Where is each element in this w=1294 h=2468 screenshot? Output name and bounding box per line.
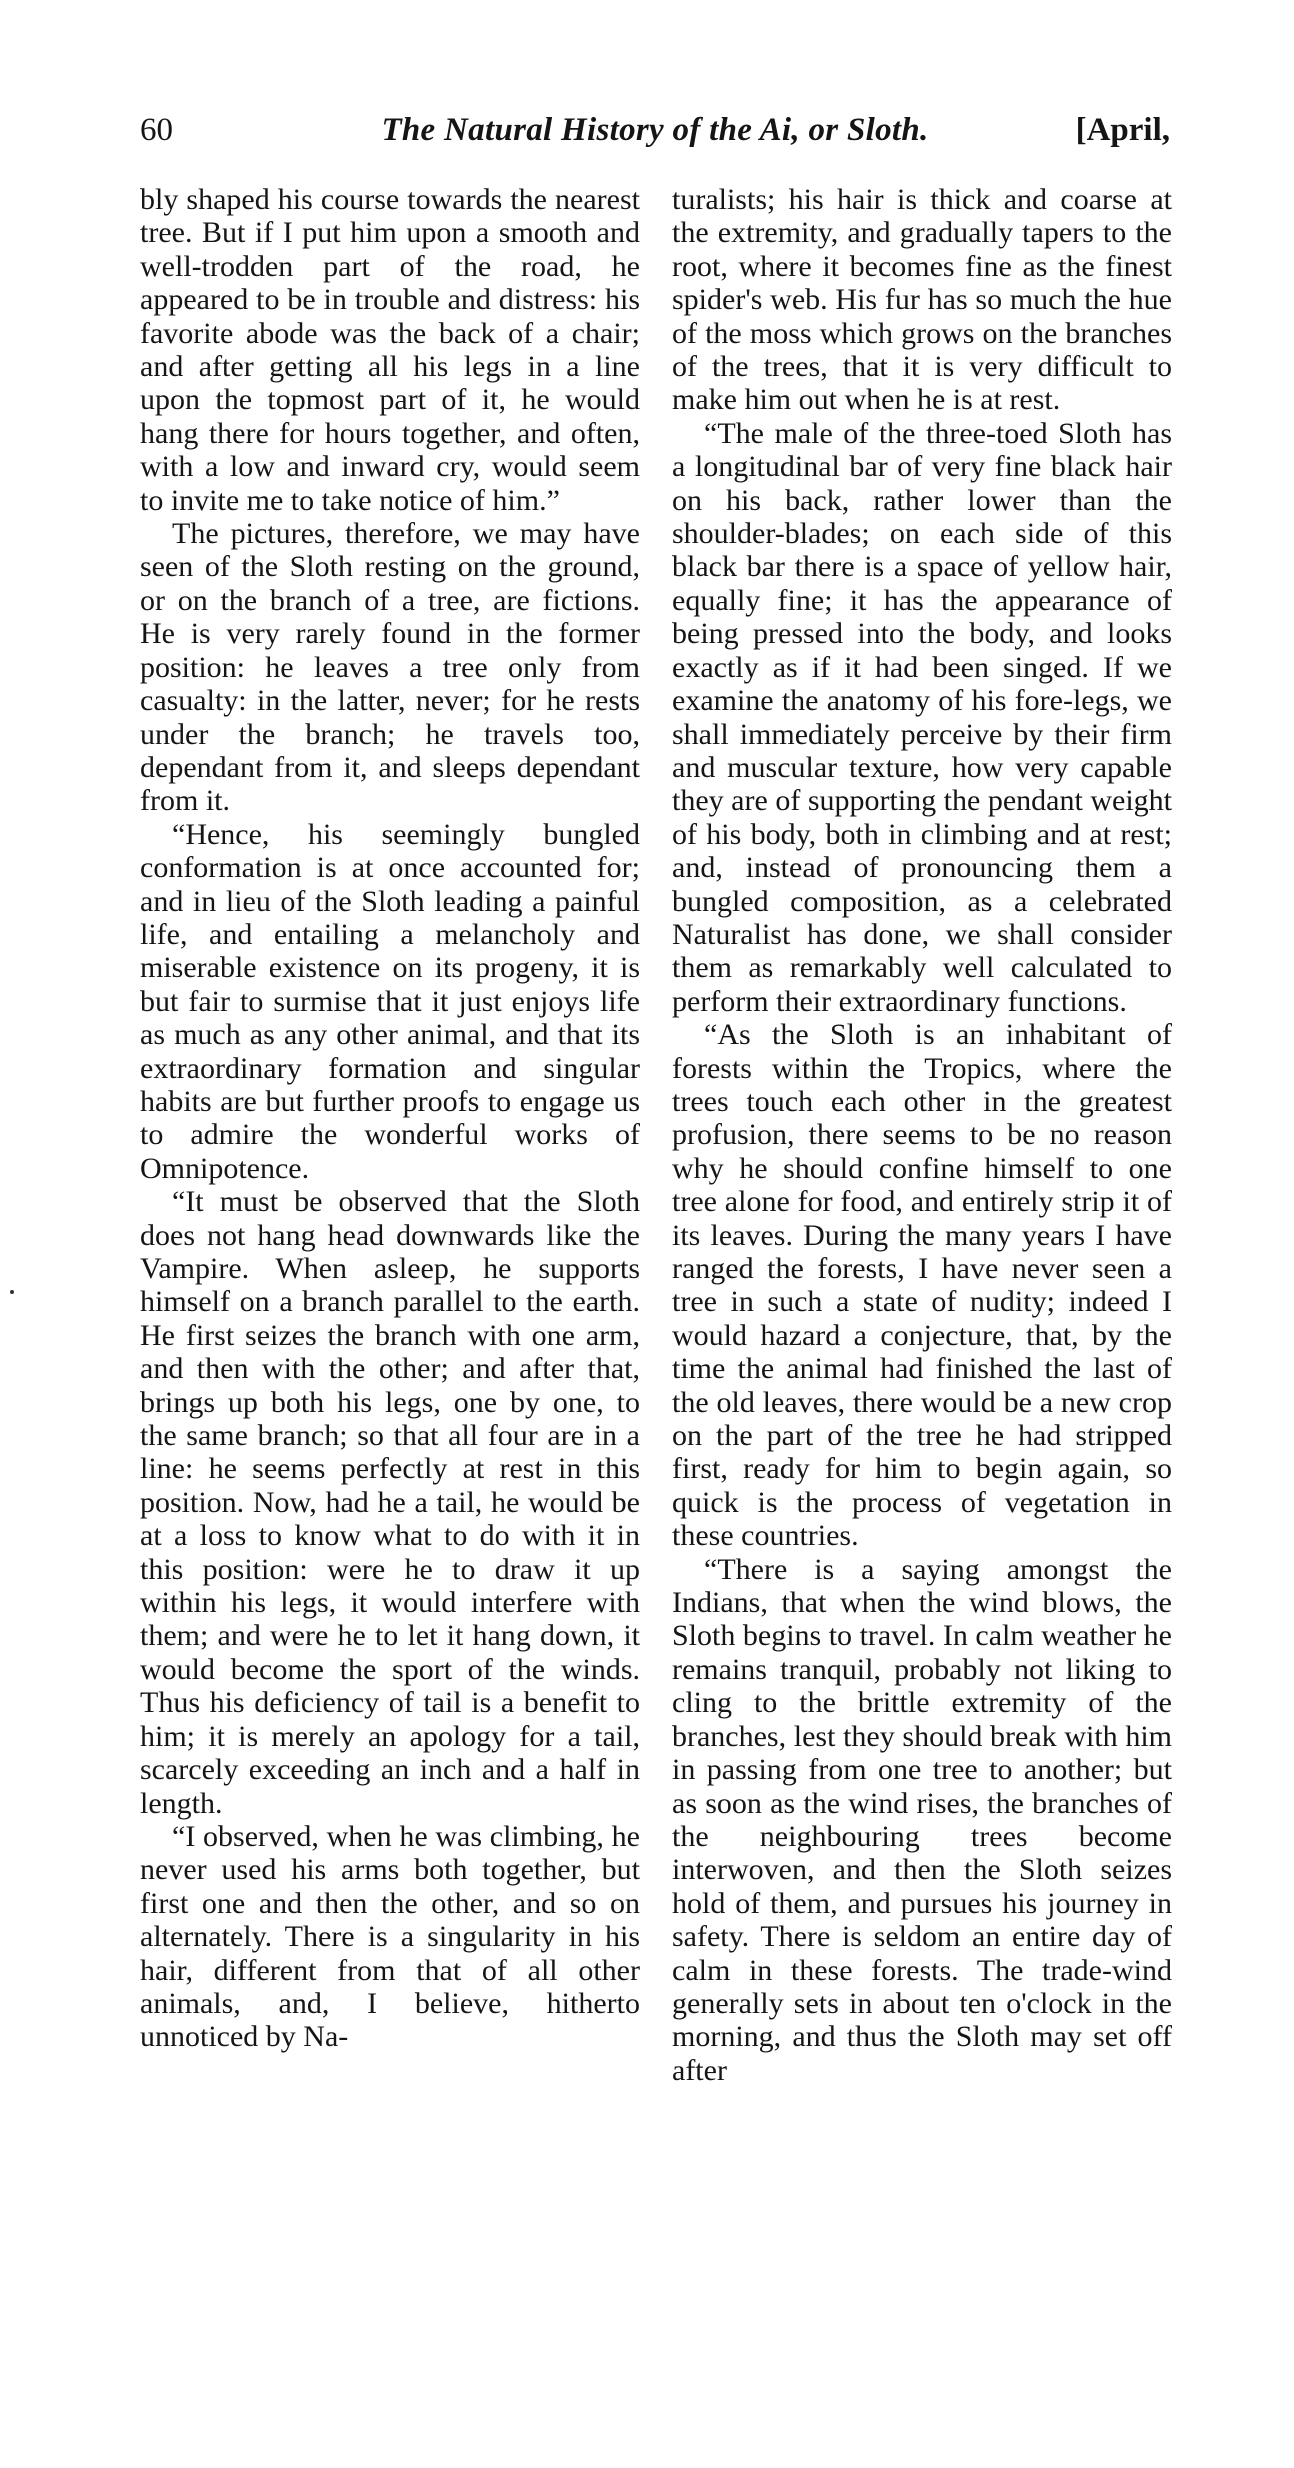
left-column	[140, 183, 640, 2054]
margin-speck	[10, 1290, 14, 1294]
paragraph: The pictures, therefore, we may have seen of the Sloth resting on the ground, or on the branch of a tree, are fictions. He is very rarely found in the former position: he leaves a tree only from casualty: in the latter, never; for he rests under the branch; he travels too, dependant from it, and sleeps dependant from it.	[140, 517, 640, 818]
issue-date: [April,	[1075, 112, 1170, 148]
paragraph: “There is a saying amongst the Indians, that when the wind blows, the Sloth begins to travel. In calm weather he remains tranquil, probably not liking to cling to the brittle extremity of the branches, lest they should break with him in passing from one tree to another; but as soon as the wind rises, the branches of the neighbouring trees become interwoven, and then the Sloth seizes hold of them, and pursues his journey in safety. There is seldom an entire day of calm in these forests. The trade-wind generally sets in about ten o'clock in the morning, and thus the Sloth may set off after	[672, 1552, 1172, 2087]
running-title: The Natural History of the Ai, or Sloth.	[381, 112, 929, 148]
page-number: 60	[140, 112, 173, 148]
page-header	[140, 112, 1170, 172]
paragraph: “I observed, when he was climbing, he never used his arms both together, but first one and then the other, and so on alternately. There is a singularity in his hair, different from that of all other animals, and, I believe, hitherto unnoticed by Na-	[140, 1819, 640, 2054]
paragraph: “The male of the three-toed Sloth has a longitudinal bar of very fine black hair on his back, rather lower than the shoulder-blades; on each side of this black bar there is a space of yellow hair, equally fine; it has the appearance of being pressed into the body, and looks exactly as if it had been singed. If we examine the anatomy of his fore-legs, we shall immediately perceive by their firm and muscular texture, how very capable they are of supporting the pendant weight of his body, both in climbing and at rest; and, instead of pronouncing them a bungled composition, as a celebrated Naturalist has done, we shall consider them as remarkably well calculated to perform their extraordinary functions.	[672, 416, 1172, 1018]
paragraph: “As the Sloth is an inhabitant of forests within the Tropics, where the trees touch each other in the greatest profusion, there seems to be no reason why he should confine himself to one tree alone for food, and entirely strip it of its leaves. During the many years I have ranged the forests, I have never seen a tree in such a state of nudity; indeed I would hazard a conjecture, that, by the time the animal had finished the last of the old leaves, there would be a new crop on the part of the tree he had stripped first, ready for him to begin again, so quick is the process of vegetation in these countries.	[672, 1018, 1172, 1553]
paragraph: “It must be observed that the Sloth does not hang head downwards like the Vampire. When asleep, he supports himself on a branch parallel to the earth. He first seizes the branch with one arm, and then with the other; and after that, brings up both his legs, one by one, to the same branch; so that all four are in a line: he seems perfectly at rest in this position. Now, had he a tail, he would be at a loss to know what to do with it in this position: were he to draw it up within his legs, it would interfere with them; and were he to let it hang down, it would become the sport of the winds. Thus his deficiency of tail is a benefit to him; it is merely an apology for a tail, scarcely exceeding an inch and a half in length.	[140, 1185, 640, 1820]
paragraph: “Hence, his seemingly bungled conformation is at once accounted for; and in lieu of the Sloth leading a painful life, and entailing a melancholy and miserable existence on its progeny, it is but fair to surmise that it just enjoys life as much as any other animal, and that its extraordinary formation and singular habits are but further proofs to engage us to admire the wonderful works of Omnipotence.	[140, 817, 640, 1185]
paragraph: turalists; his hair is thick and coarse at the extremity, and gradually tapers to the root, where it becomes fine as the finest spider's web. His fur has so much the hue of the moss which grows on the branches of the trees, that it is very difficult to make him out when he is at rest.	[672, 183, 1172, 417]
paragraph: bly shaped his course towards the nearest tree. But if I put him upon a smooth and well-trodden part of the road, he appeared to be in trouble and distress: his favorite abode was the back of a chair; and after getting all his legs in a line upon the topmost part of it, he would hang there for hours together, and often, with a low and inward cry, would seem to invite me to take notice of him.”	[140, 183, 640, 517]
right-column	[672, 183, 1172, 2087]
